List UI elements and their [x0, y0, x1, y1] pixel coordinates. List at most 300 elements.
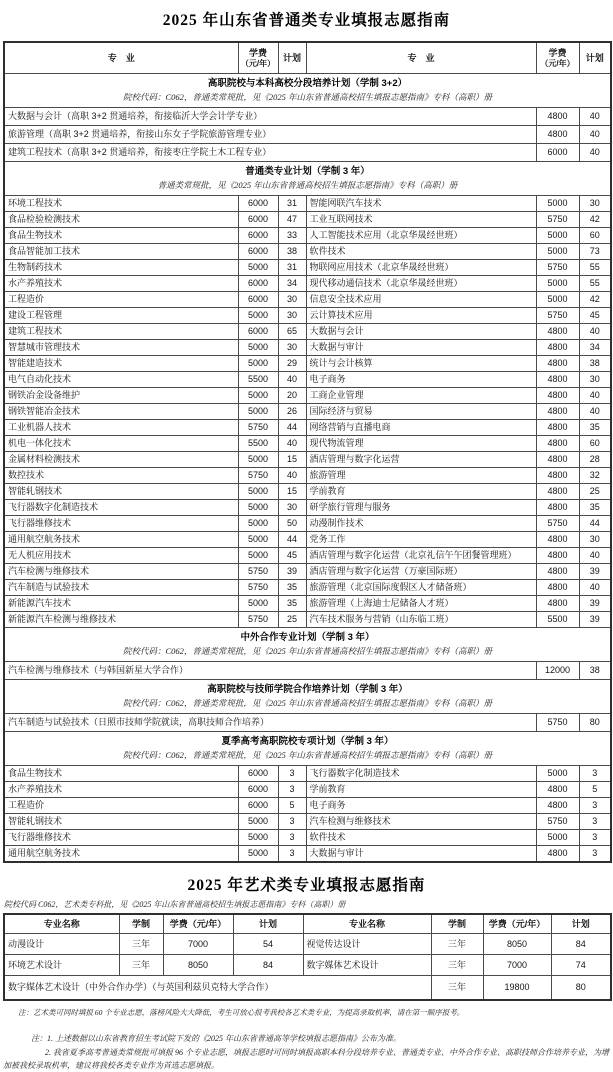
major-cell: 生物制药技术	[4, 260, 238, 276]
major-name-cell: 数字媒体艺术设计（中外合作办学）（与英国利兹贝克特大学合作）	[4, 976, 431, 1001]
table-row	[4, 308, 611, 324]
fee-cell: 6000	[238, 798, 278, 814]
major-cell: 软件技术	[306, 244, 536, 260]
art-plan-table	[3, 913, 612, 1001]
plan-cell: 25	[278, 612, 306, 628]
plan-cell: 65	[278, 324, 306, 340]
plan-cell: 45	[278, 548, 306, 564]
table-row	[4, 212, 611, 228]
major-cell: 国际经济与贸易	[306, 404, 536, 420]
fee-cell: 5750	[238, 468, 278, 484]
major-cell: 通用航空航务技术	[4, 532, 238, 548]
table-row	[4, 532, 611, 548]
table-row	[4, 612, 611, 628]
fee-cell: 4800	[536, 564, 579, 580]
fee-cell: 7000	[483, 955, 551, 976]
plan-cell: 25	[579, 484, 611, 500]
fee-cell: 6000	[238, 196, 278, 212]
table-row	[4, 662, 611, 680]
fee-cell: 5000	[238, 500, 278, 516]
major-cell: 新能源汽车检测与维修技术	[4, 612, 238, 628]
table-row	[4, 564, 611, 580]
fee-cell: 4800	[536, 126, 579, 144]
fee-cell: 5750	[536, 714, 579, 732]
plan-cell: 5	[579, 782, 611, 798]
section-subtitle: 院校代码：C062，普通类常规批，见《2025 年山东省普通高校招生填报志愿指南》专科（高职）册	[122, 750, 493, 760]
plan-cell: 39	[579, 564, 611, 580]
major-cell: 工业互联网技术	[306, 212, 536, 228]
plan-cell: 44	[579, 516, 611, 532]
fee-cell: 4800	[536, 420, 579, 436]
major-name-cell: 环境艺术设计	[4, 955, 119, 976]
fee-cell: 5000	[238, 404, 278, 420]
plan-cell: 30	[579, 196, 611, 212]
fee-cell: 4800	[536, 404, 579, 420]
major-cell: 汽车制造与试验技术（日照市技师学院就读，高职技师合作培养）	[4, 714, 536, 732]
col-header-major-right: 专 业	[306, 42, 536, 74]
table-row	[4, 108, 611, 126]
table-row	[4, 714, 611, 732]
plan-cell: 40	[579, 126, 611, 144]
main-table-header-row	[4, 42, 611, 74]
table-row	[4, 782, 611, 798]
major-cell: 飞行器数字化制造技术	[306, 766, 536, 782]
major-cell: 旅游管理（高职 3+2 贯通培养，衔接山东女子学院旅游管理专业）	[4, 126, 536, 144]
major-cell: 汽车技术服务与营销（山东临工班）	[306, 612, 536, 628]
major-cell: 数控技术	[4, 468, 238, 484]
major-cell: 食品生物技术	[4, 766, 238, 782]
plan-cell: 40	[278, 468, 306, 484]
fee-cell: 5750	[238, 580, 278, 596]
major-cell: 飞行器数字化制造技术	[4, 500, 238, 516]
major-cell: 智慧城市管理技术	[4, 340, 238, 356]
fee-cell: 5000	[238, 452, 278, 468]
fee-cell: 4800	[536, 548, 579, 564]
table-row	[4, 388, 611, 404]
fee-cell: 6000	[536, 144, 579, 162]
major-cell: 酒店管理与数字化运营（万豪国际班）	[306, 564, 536, 580]
major-cell: 机电一体化技术	[4, 436, 238, 452]
fee-cell: 5000	[238, 388, 278, 404]
plan-cell: 3	[278, 814, 306, 830]
major-cell: 食品检验检测技术	[4, 212, 238, 228]
major-cell: 钢铁冶金设备维护	[4, 388, 238, 404]
plan-cell: 40	[278, 436, 306, 452]
table-row	[4, 548, 611, 564]
col-header-major-left: 专 业	[4, 42, 238, 74]
fee-cell: 5000	[238, 846, 278, 863]
art-note: 注：艺术类可同时填报 60 个专业志愿，落榜风险大大降低，考生可放心报考我校各艺术类专业，为提高录取机率，请在第一顺序报考。	[18, 1008, 465, 1017]
fee-cell: 4800	[536, 356, 579, 372]
fee-cell: 5000	[536, 292, 579, 308]
major-cell: 网络营销与直播电商	[306, 420, 536, 436]
major-cell: 汽车检测与维修技术（与韩国新星大学合作）	[4, 662, 536, 680]
fee-cell: 4800	[536, 596, 579, 612]
plan-cell: 44	[278, 420, 306, 436]
fee-cell: 5750	[536, 814, 579, 830]
fee-cell: 5000	[238, 484, 278, 500]
fee-cell: 5000	[536, 196, 579, 212]
major-cell: 金属材料检测技术	[4, 452, 238, 468]
plan-cell: 30	[278, 308, 306, 324]
plan-cell: 28	[579, 452, 611, 468]
table-row	[4, 244, 611, 260]
plan-cell: 40	[579, 548, 611, 564]
art-table-header-row	[4, 914, 611, 934]
fee-header-line1: 学费	[548, 48, 567, 58]
major-cell: 建筑工程技术	[4, 324, 238, 340]
col-header-fee-left	[238, 42, 278, 74]
footer-notes	[3, 1032, 610, 1072]
fee-cell: 4800	[536, 372, 579, 388]
plan-cell: 35	[579, 500, 611, 516]
plan-cell: 40	[278, 372, 306, 388]
footer-note-1: 注：1. 上述数据以山东省教育招生考试院下发的《2025 年山东省普通高等学校填报志愿指南》公布为准。	[31, 1034, 401, 1043]
fee-cell: 5000	[238, 356, 278, 372]
table-row	[4, 766, 611, 782]
section-header-cell	[4, 162, 611, 196]
major-cell: 环境工程技术	[4, 196, 238, 212]
table-row	[4, 436, 611, 452]
section-header-cell	[4, 732, 611, 766]
plan-cell: 38	[579, 356, 611, 372]
plan-cell: 3	[579, 846, 611, 863]
fee-cell: 5000	[238, 596, 278, 612]
fee-cell: 4800	[536, 500, 579, 516]
major-cell: 学前教育	[306, 782, 536, 798]
fee-cell: 5000	[536, 830, 579, 846]
fee-cell: 4800	[536, 108, 579, 126]
major-cell: 飞行器维修技术	[4, 516, 238, 532]
section-header-row	[4, 732, 611, 766]
fee-cell: 4800	[536, 324, 579, 340]
plan-cell: 40	[579, 144, 611, 162]
section-title: 普通类专业计划（学制 3 年）	[245, 166, 370, 177]
major-cell: 信息安全技术应用	[306, 292, 536, 308]
duration-cell: 三年	[119, 934, 163, 955]
table-row	[4, 260, 611, 276]
fee-cell: 4800	[536, 782, 579, 798]
plan-cell: 31	[278, 196, 306, 212]
table-row	[4, 324, 611, 340]
plan-cell: 3	[579, 798, 611, 814]
fee-cell: 19800	[483, 976, 551, 1001]
plan-cell: 15	[278, 484, 306, 500]
plan-cell: 80	[551, 976, 611, 1001]
major-cell: 软件技术	[306, 830, 536, 846]
major-cell: 人工智能技术应用（北京华晟经世班）	[306, 228, 536, 244]
fee-cell: 5000	[536, 228, 579, 244]
fee-cell: 5750	[238, 564, 278, 580]
major-cell: 大数据与会计（高职 3+2 贯通培养，衔接临沂大学会计学专业）	[4, 108, 536, 126]
plan-cell: 40	[579, 324, 611, 340]
fee-cell: 5000	[238, 830, 278, 846]
fee-cell: 4800	[536, 532, 579, 548]
fee-cell: 5500	[238, 436, 278, 452]
plan-cell: 42	[579, 212, 611, 228]
plan-cell: 44	[278, 532, 306, 548]
plan-cell: 39	[579, 612, 611, 628]
fee-cell: 4800	[536, 436, 579, 452]
col-header-major-name-right: 专业名称	[303, 914, 431, 934]
plan-cell: 40	[579, 108, 611, 126]
art-guide-subtitle: 院校代码 C062，艺术类专科批，见《2025 年山东省普通高校招生填报志愿指南》专科（高职）册	[4, 900, 346, 909]
plan-cell: 33	[278, 228, 306, 244]
table-row	[4, 814, 611, 830]
fee-cell: 4800	[536, 452, 579, 468]
col-header-duration-right: 学制	[431, 914, 483, 934]
table-row	[4, 798, 611, 814]
plan-cell: 39	[579, 596, 611, 612]
table-row	[4, 500, 611, 516]
general-plan-table	[3, 41, 612, 863]
fee-cell: 4800	[536, 484, 579, 500]
fee-cell: 5750	[536, 212, 579, 228]
major-cell: 无人机应用技术	[4, 548, 238, 564]
fee-cell: 6000	[238, 228, 278, 244]
major-cell: 汽车制造与试验技术	[4, 580, 238, 596]
plan-cell: 3	[278, 830, 306, 846]
plan-cell: 55	[579, 260, 611, 276]
major-cell: 食品智能加工技术	[4, 244, 238, 260]
plan-cell: 42	[579, 292, 611, 308]
major-cell: 旅游管理（上海迪士尼储备人才班）	[306, 596, 536, 612]
table-row	[4, 516, 611, 532]
major-cell: 电气自动化技术	[4, 372, 238, 388]
general-guide-title: 2025 年山东省普通类专业填报志愿指南	[162, 12, 451, 29]
major-cell: 飞行器维修技术	[4, 830, 238, 846]
plan-cell: 29	[278, 356, 306, 372]
fee-header-line1: 学费	[248, 48, 267, 58]
major-cell: 电子商务	[306, 372, 536, 388]
major-name-cell: 数字媒体艺术设计	[303, 955, 431, 976]
major-cell: 统计与会计核算	[306, 356, 536, 372]
col-header-plan-right: 计划	[579, 42, 611, 74]
table-row	[4, 292, 611, 308]
major-cell: 汽车检测与维修技术	[4, 564, 238, 580]
major-cell: 建设工程管理	[4, 308, 238, 324]
major-cell: 党务工作	[306, 532, 536, 548]
plan-cell: 40	[579, 580, 611, 596]
plan-cell: 73	[579, 244, 611, 260]
duration-cell: 三年	[431, 976, 483, 1001]
table-row	[4, 126, 611, 144]
major-cell: 智能网联汽车技术	[306, 196, 536, 212]
plan-cell: 30	[579, 372, 611, 388]
major-cell: 工程造价	[4, 292, 238, 308]
table-row	[4, 356, 611, 372]
fee-cell: 4800	[536, 580, 579, 596]
table-row	[4, 955, 611, 976]
fee-cell: 5750	[238, 420, 278, 436]
major-cell: 水产养殖技术	[4, 276, 238, 292]
major-name-cell: 视觉传达设计	[303, 934, 431, 955]
plan-cell: 84	[233, 955, 303, 976]
major-cell: 旅游管理（北京国际度假区人才储备班）	[306, 580, 536, 596]
fee-header-line2: （元/年）	[240, 59, 276, 68]
major-cell: 现代移动通信技术（北京华晟经世班）	[306, 276, 536, 292]
section-subtitle: 院校代码：C062，普通类常规批，见《2025 年山东省普通高校招生填报志愿指南》专科（高职）册	[122, 698, 493, 708]
table-row	[4, 276, 611, 292]
table-row	[4, 934, 611, 955]
plan-cell: 35	[579, 420, 611, 436]
fee-cell: 5000	[536, 766, 579, 782]
major-cell: 工程造价	[4, 798, 238, 814]
plan-cell: 31	[278, 260, 306, 276]
plan-cell: 50	[278, 516, 306, 532]
fee-cell: 8050	[483, 934, 551, 955]
fee-cell: 5000	[238, 814, 278, 830]
section-header-cell	[4, 628, 611, 662]
major-cell: 智能建造技术	[4, 356, 238, 372]
section-title: 夏季高考高职院校专项计划（学制 3 年）	[221, 736, 394, 747]
plan-cell: 80	[579, 714, 611, 732]
col-header-duration-left: 学制	[119, 914, 163, 934]
fee-cell: 6000	[238, 276, 278, 292]
major-cell: 新能源汽车技术	[4, 596, 238, 612]
section-subtitle: 院校代码：C062，普通类常规批，见《2025 年山东省普通高校招生填报志愿指南》专科（高职）册	[122, 646, 493, 656]
major-cell: 大数据与会计	[306, 324, 536, 340]
col-header-plan-left: 计划	[278, 42, 306, 74]
plan-cell: 30	[579, 532, 611, 548]
fee-cell: 7000	[163, 934, 233, 955]
major-cell: 现代物流管理	[306, 436, 536, 452]
plan-cell: 38	[579, 662, 611, 680]
fee-cell: 5500	[536, 612, 579, 628]
section-title: 中外合作专业计划（学制 3 年）	[240, 632, 375, 643]
major-cell: 学前教育	[306, 484, 536, 500]
plan-cell: 60	[579, 228, 611, 244]
plan-cell: 32	[579, 468, 611, 484]
major-name-cell: 动漫设计	[4, 934, 119, 955]
fee-cell: 4800	[536, 388, 579, 404]
plan-cell: 26	[278, 404, 306, 420]
plan-cell: 54	[233, 934, 303, 955]
plan-cell: 34	[278, 276, 306, 292]
table-row	[4, 340, 611, 356]
fee-cell: 8050	[163, 955, 233, 976]
fee-cell: 5000	[238, 532, 278, 548]
fee-cell: 6000	[238, 766, 278, 782]
major-cell: 智能轧钢技术	[4, 484, 238, 500]
major-cell: 大数据与审计	[306, 846, 536, 863]
fee-cell: 5000	[536, 276, 579, 292]
col-header-fee-right	[536, 42, 579, 74]
table-row	[4, 196, 611, 212]
major-cell: 水产养殖技术	[4, 782, 238, 798]
plan-cell: 34	[579, 340, 611, 356]
table-row	[4, 976, 611, 1001]
plan-cell: 30	[278, 292, 306, 308]
fee-cell: 4800	[536, 846, 579, 863]
plan-cell: 45	[579, 308, 611, 324]
major-cell: 研学旅行管理与服务	[306, 500, 536, 516]
fee-cell: 5500	[238, 372, 278, 388]
fee-cell: 5000	[238, 260, 278, 276]
plan-cell: 30	[278, 500, 306, 516]
col-header-fee-right: 学费（元/年）	[483, 914, 551, 934]
fee-cell: 6000	[238, 212, 278, 228]
major-cell: 大数据与审计	[306, 340, 536, 356]
col-header-fee-left: 学费（元/年）	[163, 914, 233, 934]
table-row	[4, 404, 611, 420]
table-row	[4, 596, 611, 612]
major-cell: 钢铁智能冶金技术	[4, 404, 238, 420]
major-cell: 工业机器人技术	[4, 420, 238, 436]
table-row	[4, 228, 611, 244]
plan-cell: 55	[579, 276, 611, 292]
fee-header-line2: （元/年）	[540, 59, 575, 68]
section-header-cell	[4, 74, 611, 108]
plan-cell: 3	[579, 766, 611, 782]
plan-cell: 40	[579, 388, 611, 404]
col-header-plan-left: 计划	[233, 914, 303, 934]
table-row	[4, 830, 611, 846]
duration-cell: 三年	[119, 955, 163, 976]
table-row	[4, 452, 611, 468]
table-row	[4, 372, 611, 388]
table-row	[4, 468, 611, 484]
major-cell: 旅游管理	[306, 468, 536, 484]
duration-cell: 三年	[431, 955, 483, 976]
plan-cell: 35	[278, 580, 306, 596]
plan-cell: 20	[278, 388, 306, 404]
table-row	[4, 484, 611, 500]
plan-cell: 5	[278, 798, 306, 814]
major-cell: 工商企业管理	[306, 388, 536, 404]
plan-cell: 84	[551, 934, 611, 955]
col-header-plan-right: 计划	[551, 914, 611, 934]
plan-cell: 3	[579, 830, 611, 846]
plan-cell: 15	[278, 452, 306, 468]
section-title: 高职院校与技师学院合作培养计划（学制 3 年）	[207, 684, 408, 695]
major-cell: 通用航空航务技术	[4, 846, 238, 863]
duration-cell: 三年	[431, 934, 483, 955]
plan-cell: 35	[278, 596, 306, 612]
fee-cell: 5750	[536, 308, 579, 324]
section-title: 高职院校与本科高校分段培养计划（学制 3+2）	[207, 78, 408, 89]
section-header-row	[4, 74, 611, 108]
fee-cell: 6000	[238, 782, 278, 798]
fee-cell: 4800	[536, 468, 579, 484]
fee-cell: 5750	[238, 612, 278, 628]
plan-cell: 3	[579, 814, 611, 830]
section-header-row	[4, 680, 611, 714]
plan-cell: 40	[579, 404, 611, 420]
table-row	[4, 580, 611, 596]
plan-cell: 3	[278, 782, 306, 798]
table-row	[4, 144, 611, 162]
fee-cell: 5000	[238, 516, 278, 532]
fee-cell: 5000	[238, 340, 278, 356]
major-cell: 建筑工程技术（高职 3+2 贯通培养，衔接枣庄学院土木工程专业）	[4, 144, 536, 162]
footer-note-2: 2. 我省夏季高考普通类常规批可填报 96 个专业志愿，填报志愿时可同时填报高职本科分段培养专业、普通类专业、中外合作专业、高职技师合作培养专业，为增加被我校录取机率，建议将我校各类专业作为首选志愿填报。	[3, 1048, 609, 1070]
fee-cell: 5000	[238, 548, 278, 564]
fee-cell: 5000	[238, 308, 278, 324]
fee-cell: 5750	[536, 260, 579, 276]
major-cell: 食品生物技术	[4, 228, 238, 244]
major-cell: 酒店管理与数字化运营	[306, 452, 536, 468]
major-cell: 智能轧钢技术	[4, 814, 238, 830]
plan-cell: 3	[278, 846, 306, 863]
table-row	[4, 420, 611, 436]
major-cell: 酒店管理与数字化运营（北京礼信午午团餐管理班）	[306, 548, 536, 564]
major-cell: 汽车检测与维修技术	[306, 814, 536, 830]
fee-cell: 6000	[238, 324, 278, 340]
plan-cell: 60	[579, 436, 611, 452]
fee-cell: 5000	[536, 244, 579, 260]
section-header-row	[4, 162, 611, 196]
